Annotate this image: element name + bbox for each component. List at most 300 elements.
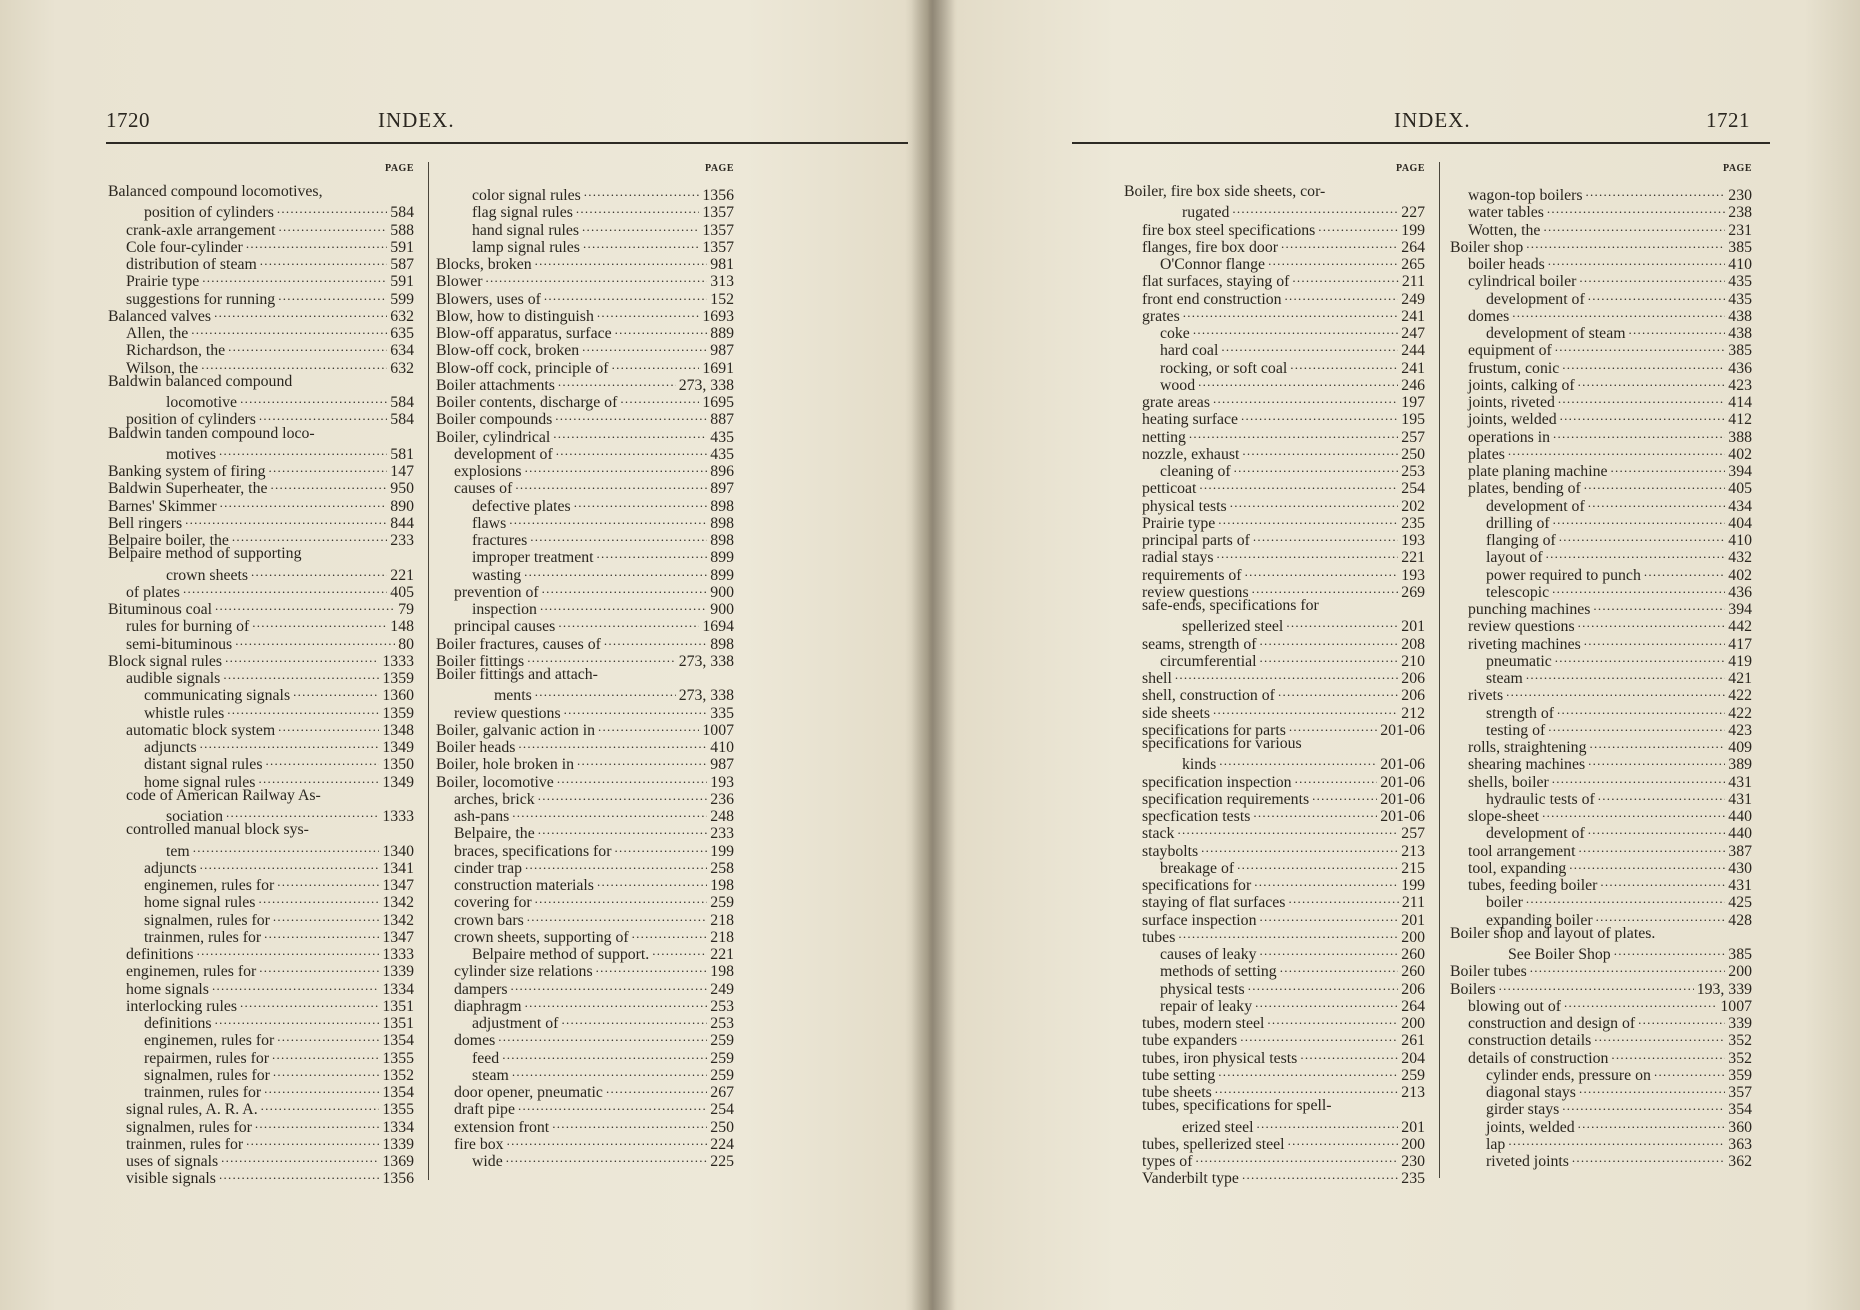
index-entry-leader xyxy=(524,563,707,580)
index-entry xyxy=(108,580,414,601)
index-entry-leader xyxy=(1508,1132,1725,1149)
index-entry-leader xyxy=(518,735,707,752)
index-entry-page: 248 xyxy=(710,808,734,825)
index-entry-term: netting xyxy=(1142,428,1186,446)
index-entry-leader xyxy=(1548,252,1726,269)
index-entry-leader xyxy=(277,873,379,890)
index-entry-leader xyxy=(251,563,387,580)
index-entry-term: Boiler, hole broken in xyxy=(436,756,574,774)
index-entry-term: distribution of steam xyxy=(126,256,257,273)
index-entry-leader xyxy=(193,839,380,856)
index-entry-term: signal rules, A. R. A. xyxy=(126,1101,258,1119)
index-entry-leader xyxy=(225,649,379,666)
index-entry-page: 250 xyxy=(710,1118,734,1136)
index-entry-page: 227 xyxy=(1401,204,1425,222)
index-entry-leader xyxy=(1562,1097,1725,1114)
index-entry-term: causes of leaky xyxy=(1160,946,1257,963)
index-entry-leader xyxy=(259,959,379,976)
index-entry-leader xyxy=(1559,528,1726,545)
index-entry-page: 438 xyxy=(1728,325,1752,342)
index-entry-term: joints, riveted xyxy=(1468,394,1555,411)
index-entry-term: construction details xyxy=(1468,1032,1592,1050)
index-entry-leader xyxy=(228,338,387,355)
index-entry-page: 213 xyxy=(1401,842,1425,860)
index-entry-leader xyxy=(1256,1115,1398,1132)
index-entry-leader xyxy=(515,476,707,493)
index-entry-page: 1333 xyxy=(382,808,414,825)
index-entry-leader xyxy=(1217,545,1399,562)
index-entry-page: 212 xyxy=(1401,704,1425,722)
index-entry-term: flag signal rules xyxy=(472,204,573,222)
index-entry-term: Belpaire, the xyxy=(454,825,535,843)
index-entry-leader xyxy=(1588,821,1726,838)
index-entry-leader xyxy=(1292,269,1399,286)
index-entry-term: staying of flat surfaces xyxy=(1142,894,1286,912)
index-entry-page: 440 xyxy=(1728,808,1752,825)
index-entry-leader xyxy=(1289,718,1377,735)
index-entry-term: joints, calking of xyxy=(1468,376,1575,394)
index-entry xyxy=(436,683,734,705)
index-entry-leader xyxy=(1177,821,1398,838)
index-entry-leader xyxy=(252,614,387,631)
index-entry-page: 438 xyxy=(1728,307,1752,325)
index-entry-page: 1694 xyxy=(702,618,734,636)
index-entry-term: Blower xyxy=(436,273,483,291)
index-entry-page: 235 xyxy=(1401,1170,1425,1188)
index-entry-page: 206 xyxy=(1401,687,1425,705)
index-entry-leader xyxy=(1526,666,1725,683)
index-entry-leader xyxy=(486,269,708,286)
index-entry-page: 363 xyxy=(1728,1135,1752,1153)
index-entry-term: slope-sheet xyxy=(1468,808,1540,825)
index-entry-page: 599 xyxy=(390,290,414,308)
index-entry-term: Boiler, locomotive xyxy=(436,773,554,791)
index-entry-leader xyxy=(1578,1115,1726,1132)
index-entry-term: boiler xyxy=(1486,894,1523,912)
index-entry-page: 339 xyxy=(1728,1015,1752,1032)
index-entry-page: 440 xyxy=(1728,825,1752,843)
index-entry-page: 265 xyxy=(1401,256,1425,273)
index-entry-leader xyxy=(1546,545,1726,562)
index-entry-term: O'Connor flange xyxy=(1160,256,1266,273)
index-entry-leader xyxy=(1193,321,1398,338)
index-entry-page: 204 xyxy=(1401,1049,1425,1067)
index-entry-page: 230 xyxy=(1401,1153,1425,1170)
index-entry-leader xyxy=(584,183,700,200)
index-entry-leader xyxy=(1596,908,1726,925)
index-entry-term: lamp signal rules xyxy=(472,238,580,256)
index-entry-term: Cole four-cylinder xyxy=(126,238,243,256)
index-entry-page: 890 xyxy=(390,497,414,515)
index-entry-page: 198 xyxy=(710,877,734,894)
index-entry-leader xyxy=(556,442,708,459)
index-entry-page: 409 xyxy=(1728,739,1752,756)
index-entry-term: crown sheets, supporting of xyxy=(454,928,629,946)
index-entry-leader xyxy=(1594,1028,1725,1045)
index-entry-term: flaws xyxy=(472,514,507,532)
index-entry-page: 898 xyxy=(710,514,734,532)
index-entry-term: construction materials xyxy=(454,877,594,894)
index-entry-leader xyxy=(1553,425,1725,442)
index-entry-leader xyxy=(574,494,708,511)
index-entry-page: 1334 xyxy=(382,980,414,998)
index-entry-page: 430 xyxy=(1728,859,1752,877)
index-entry-leader xyxy=(558,373,676,390)
index-entry-page: 634 xyxy=(390,342,414,360)
index-entry-term: flat surfaces, staying of xyxy=(1142,273,1290,291)
index-entry-term: methods of setting xyxy=(1160,963,1277,981)
index-entry-term: Boiler fittings and attach- xyxy=(436,666,598,683)
index-entry-term: tool, expanding xyxy=(1468,859,1567,877)
index-entry-term: repair of leaky xyxy=(1160,997,1253,1015)
index-entry-leader xyxy=(215,1011,380,1028)
index-entry-leader xyxy=(1506,683,1725,700)
index-entry-term: development of xyxy=(1486,290,1585,308)
index-entry-term: covering for xyxy=(454,894,532,912)
index-entry-term: grate areas xyxy=(1142,394,1210,411)
index-entry-leader xyxy=(1219,752,1377,769)
index-entry-page: 844 xyxy=(390,514,414,532)
index-entry-term: shell, construction of xyxy=(1142,687,1275,705)
index-entry-term: flanging of xyxy=(1486,532,1556,549)
index-entry-page: 193 xyxy=(1401,566,1425,584)
index-entry-term: Boiler shop and layout of plates. xyxy=(1450,924,1656,942)
right-running-head: INDEX. xyxy=(1394,108,1471,132)
index-entry-leader xyxy=(1232,200,1398,217)
index-entry-leader xyxy=(200,856,380,873)
index-entry-page: 253 xyxy=(710,1015,734,1032)
index-entry-term: signalmen, rules for xyxy=(144,1066,270,1084)
index-entry-term: home signal rules xyxy=(144,773,256,791)
index-entry-page: 899 xyxy=(710,549,734,567)
index-entry-term: steam xyxy=(472,1066,509,1084)
index-entry-term: development of steam xyxy=(1486,325,1626,342)
index-entry-leader xyxy=(525,459,708,476)
index-entry-page: 591 xyxy=(390,273,414,291)
index-entry-leader xyxy=(1586,183,1726,200)
index-entry-term: tubes, modern steel xyxy=(1142,1015,1265,1032)
index-entry-page: 264 xyxy=(1401,238,1425,256)
index-entry-term: nozzle, exhaust xyxy=(1142,445,1240,463)
index-entry-term: Baldwin tanden compound loco- xyxy=(108,424,315,442)
index-entry-term: sociation xyxy=(166,808,224,825)
index-entry-page: 402 xyxy=(1728,445,1752,463)
index-entry-page: 200 xyxy=(1728,963,1752,981)
index-entry-leader xyxy=(1611,459,1726,476)
index-entry-page: 208 xyxy=(1401,635,1425,653)
index-entry-page: 249 xyxy=(710,980,734,998)
index-entry-page: 352 xyxy=(1728,1049,1752,1067)
index-entry-page: 405 xyxy=(390,583,414,601)
index-entry-page: 404 xyxy=(1728,514,1752,532)
index-entry-leader xyxy=(1183,304,1399,321)
index-entry-page: 900 xyxy=(710,601,734,618)
index-entry-leader xyxy=(227,701,379,718)
index-entry-page: 206 xyxy=(1401,670,1425,687)
index-entry-page: 221 xyxy=(390,566,414,584)
index-entry-leader xyxy=(1245,563,1399,580)
index-entry-page: 1691 xyxy=(702,359,734,377)
index-entry-leader xyxy=(191,321,387,338)
index-entry-leader xyxy=(1588,287,1726,304)
index-entry-page: 1333 xyxy=(382,946,414,963)
index-entry-page: 898 xyxy=(710,532,734,549)
index-entry-term: Blow-off apparatus, surface xyxy=(436,325,612,342)
index-entry-page: 360 xyxy=(1728,1118,1752,1136)
index-entry-leader xyxy=(1552,580,1725,597)
index-entry-page: 431 xyxy=(1728,877,1752,894)
index-entry-leader xyxy=(1199,476,1398,493)
index-entry-leader xyxy=(535,252,708,269)
index-entry-term: door opener, pneumatic xyxy=(454,1084,603,1101)
index-entry-page: 632 xyxy=(390,307,414,325)
index-entry-page: 253 xyxy=(710,997,734,1015)
index-entry-leader xyxy=(1213,390,1398,407)
index-entry-page: 1339 xyxy=(382,1135,414,1153)
index-entry-term: Baldwin balanced compound xyxy=(108,372,293,390)
index-entry-term: diagonal stays xyxy=(1486,1084,1576,1101)
index-entry-page: 394 xyxy=(1728,463,1752,480)
index-entry-leader xyxy=(219,442,387,459)
index-entry-leader xyxy=(576,200,700,217)
index-entry xyxy=(1124,632,1425,653)
index-entry-leader xyxy=(598,718,699,735)
index-entry-term: Banking system of firing xyxy=(108,463,266,480)
index-entry-leader xyxy=(269,459,388,476)
index-entry-term: Prairie type xyxy=(1142,514,1216,532)
index-entry-leader xyxy=(1260,632,1399,649)
index-entry-leader xyxy=(564,701,708,718)
index-entry-page: 236 xyxy=(710,790,734,808)
index-entry-leader xyxy=(1578,373,1726,390)
index-entry xyxy=(108,856,414,877)
index-entry-leader xyxy=(265,752,379,769)
index-entry-page: 80 xyxy=(398,635,414,653)
index-entry-term: testing of xyxy=(1486,721,1546,739)
index-entry-page: 198 xyxy=(710,963,734,981)
index-entry-term: interlocking rules xyxy=(126,997,237,1015)
index-entry-term: code of American Railway As- xyxy=(126,786,321,804)
index-entry-term: surface inspection xyxy=(1142,911,1257,929)
index-entry-term: Block signal rules xyxy=(108,652,223,670)
index-entry xyxy=(1124,597,1425,614)
index-entry-term: signalmen, rules for xyxy=(126,1118,252,1136)
index-entry-leader xyxy=(1579,1080,1725,1097)
index-entry-leader xyxy=(264,1080,379,1097)
index-entry-term: details of construction xyxy=(1468,1049,1609,1067)
index-entry-term: Baldwin Superheater, the xyxy=(108,480,268,498)
index-entry-term: specfication tests xyxy=(1142,808,1251,825)
index-entry-page: 1342 xyxy=(382,911,414,929)
index-entry-leader xyxy=(255,1115,380,1132)
index-entry-leader xyxy=(215,597,395,614)
index-entry-leader xyxy=(509,511,707,528)
index-entry-leader xyxy=(279,218,388,235)
index-entry xyxy=(108,787,414,804)
index-entry-leader xyxy=(542,580,708,597)
index-entry-leader xyxy=(1578,614,1726,631)
index-entry-page: 412 xyxy=(1728,411,1752,429)
index-entry-leader xyxy=(278,287,387,304)
index-entry-term: telescopic xyxy=(1486,583,1550,601)
index-entry-term: frustum, conic xyxy=(1468,359,1560,377)
index-entry-page: 218 xyxy=(710,928,734,946)
index-entry-term: automatic block system xyxy=(126,721,276,739)
index-entry-term: front end construction xyxy=(1142,290,1282,308)
index-entry-leader xyxy=(538,787,708,804)
index-entry-leader xyxy=(202,269,387,286)
index-entry-term: wasting xyxy=(472,566,522,584)
index-entry-term: Blow, how to distinguish xyxy=(436,307,594,325)
index-entry-page: 584 xyxy=(390,394,414,411)
index-entry-page: 410 xyxy=(1728,256,1752,273)
index-entry-leader xyxy=(1552,770,1726,787)
index-entry-leader xyxy=(1600,873,1725,890)
index-entry-term: diaphragm xyxy=(454,997,522,1015)
index-entry-leader xyxy=(293,683,379,700)
index-entry-term: petticoat xyxy=(1142,480,1197,498)
index-entry-leader xyxy=(1512,304,1725,321)
left-page-column-1 xyxy=(108,160,414,1188)
index-entry-page: 405 xyxy=(1728,480,1752,498)
index-entry-term: expanding boiler xyxy=(1486,911,1593,929)
index-entry-page: 221 xyxy=(710,946,734,963)
index-entry-page: 1356 xyxy=(382,1170,414,1188)
index-entry-term: home signals xyxy=(126,980,209,998)
index-entry-leader xyxy=(258,770,379,787)
index-entry-page: 241 xyxy=(1401,307,1425,325)
index-entry-page: 417 xyxy=(1728,635,1752,653)
index-entry-term: tube sheets xyxy=(1142,1084,1212,1101)
index-entry-term: color signal rules xyxy=(472,187,581,204)
index-entry xyxy=(108,200,414,222)
index-entry-page: 1359 xyxy=(382,704,414,722)
index-entry-term: Wotten, the xyxy=(1468,221,1541,239)
index-entry-leader xyxy=(1254,873,1398,890)
index-entry-leader xyxy=(555,407,707,424)
index-entry-page: 200 xyxy=(1401,1135,1425,1153)
index-entry xyxy=(1124,1115,1425,1136)
index-entry-page: 313 xyxy=(710,273,734,291)
index-entry xyxy=(1450,942,1752,963)
index-entry-leader xyxy=(1543,218,1725,235)
index-entry-leader xyxy=(502,1046,707,1063)
left-column-separator xyxy=(428,162,429,1180)
index-entry-term: blowing out of xyxy=(1468,997,1562,1015)
index-entry-page: 584 xyxy=(390,204,414,222)
index-entry-term: pneumatic xyxy=(1486,652,1552,670)
index-entry-term: specifications for various xyxy=(1142,735,1302,752)
index-entry-leader xyxy=(1242,442,1398,459)
index-entry-term: draft pipe xyxy=(454,1101,515,1119)
index-entry-term: staybolts xyxy=(1142,842,1199,860)
index-entry-leader xyxy=(620,390,699,407)
index-entry-page: 434 xyxy=(1728,497,1752,515)
index-entry-page: 889 xyxy=(710,325,734,342)
index-entry-page: 260 xyxy=(1401,946,1425,963)
index-entry-page: 1693 xyxy=(702,307,734,325)
index-entry-page: 1359 xyxy=(382,670,414,687)
index-entry-leader xyxy=(530,528,707,545)
index-entry-term: suggestions for running xyxy=(126,290,276,308)
index-entry-page: 423 xyxy=(1728,721,1752,739)
index-entry-term: side sheets xyxy=(1142,704,1211,722)
index-entry-leader xyxy=(1189,425,1398,442)
index-entry-page: 1341 xyxy=(382,859,414,877)
index-entry-leader xyxy=(1547,200,1725,217)
index-entry-page: 1357 xyxy=(702,221,734,239)
index-entry-leader xyxy=(1569,856,1725,873)
index-entry-term: enginemen, rules for xyxy=(144,1032,275,1050)
index-entry-term: See Boiler Shop xyxy=(1508,946,1611,963)
index-entry-page: 206 xyxy=(1401,980,1425,998)
index-entry-term: Boiler tubes xyxy=(1450,963,1527,981)
index-entry-term: girder stays xyxy=(1486,1101,1560,1119)
index-entry-page: 422 xyxy=(1728,687,1752,705)
index-entry-term: Blowers, uses of xyxy=(436,290,541,308)
index-entry-page: 201 xyxy=(1401,618,1425,636)
index-entry-term: rugated xyxy=(1182,204,1230,222)
index-entry-page: 257 xyxy=(1401,825,1425,843)
index-entry-page: 389 xyxy=(1728,756,1752,774)
index-entry-term: safe-ends, specifications for xyxy=(1142,597,1319,614)
index-entry-term: adjuncts xyxy=(144,859,197,877)
index-entry-term: riveting machines xyxy=(1468,635,1581,653)
index-entry-page: 1357 xyxy=(702,204,734,222)
index-entry xyxy=(1124,218,1425,239)
index-entry-page: 898 xyxy=(710,497,734,515)
index-entry-term: adjuncts xyxy=(144,739,197,756)
index-entry-leader xyxy=(1281,235,1398,252)
index-entry-page: 425 xyxy=(1728,894,1752,912)
index-entry-term: enginemen, rules for xyxy=(144,877,275,894)
index-entry-page: 1348 xyxy=(382,721,414,739)
index-entry-leader xyxy=(1312,787,1377,804)
index-entry-page: 201-06 xyxy=(1380,721,1425,739)
index-entry-page: 950 xyxy=(390,480,414,498)
index-entry-page: 224 xyxy=(710,1135,734,1153)
index-entry-page: 201 xyxy=(1401,1118,1425,1136)
index-entry-page: 1007 xyxy=(702,721,734,739)
index-entry-term: Boiler, cylindrical xyxy=(436,428,551,446)
index-entry-leader xyxy=(1221,338,1398,355)
page-column-label: PAGE xyxy=(1395,163,1425,174)
index-entry-page: 246 xyxy=(1401,376,1425,394)
index-entry xyxy=(1124,614,1425,636)
index-entry-page: 249 xyxy=(1401,290,1425,308)
index-entry-page: 152 xyxy=(710,290,734,308)
index-entry-term: heating surface xyxy=(1142,411,1239,429)
index-entry-term: position of cylinders xyxy=(126,411,256,429)
index-entry-term: Boiler heads xyxy=(436,739,516,756)
index-entry-term: tube expanders xyxy=(1142,1032,1238,1050)
index-entry-leader xyxy=(1584,476,1726,493)
index-entry-term: Balanced compound locomotives, xyxy=(108,183,323,200)
index-entry-page: 1339 xyxy=(382,963,414,981)
index-entry-leader xyxy=(527,908,708,925)
index-entry-page: 435 xyxy=(1728,290,1752,308)
index-entry-leader xyxy=(1288,890,1398,907)
index-entry-page: 261 xyxy=(1401,1032,1425,1050)
index-entry-page: 410 xyxy=(710,739,734,756)
index-entry xyxy=(108,804,414,825)
index-entry-term: layout of xyxy=(1486,549,1543,567)
index-entry-term: repairmen, rules for xyxy=(144,1049,270,1067)
index-entry-term: specifications for parts xyxy=(1142,721,1286,739)
index-entry-term: domes xyxy=(1468,307,1510,325)
index-entry-leader xyxy=(1526,235,1725,252)
index-entry-term: circumferential xyxy=(1160,652,1257,670)
